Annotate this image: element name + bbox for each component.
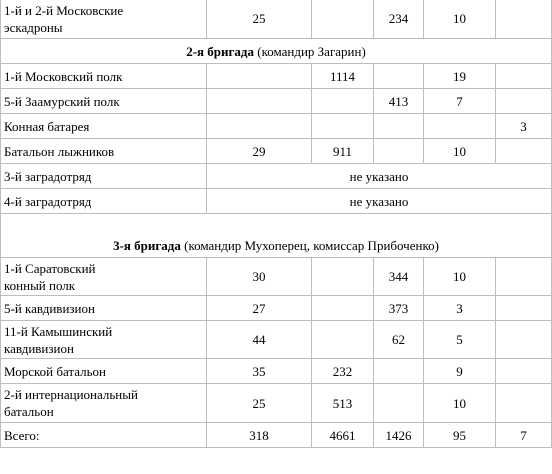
cell-col5	[496, 64, 552, 89]
cell-col4: 10	[424, 0, 496, 39]
cell-col1: 25	[207, 384, 312, 423]
cell-col5	[496, 384, 552, 423]
cell-col2: 513	[312, 384, 374, 423]
cell-col2	[312, 0, 374, 39]
not-specified-cell: не указано	[207, 189, 552, 214]
table-row	[1, 164, 552, 189]
brigade-header	[1, 39, 552, 64]
table-row	[1, 0, 552, 39]
table-row	[1, 139, 552, 164]
cell-col4: 3	[424, 296, 496, 321]
unit-name: 2-й интернациональный батальон	[1, 384, 207, 423]
table-row	[1, 384, 552, 423]
unit-name: 11-й Камышинский кавдивизион	[1, 321, 207, 359]
not-specified-cell: не указано	[207, 164, 552, 189]
table-row	[1, 89, 552, 114]
table-row	[1, 64, 552, 89]
brigade-title: 3-я бригада	[113, 238, 181, 253]
unit-name: 1-й Саратовский конный полк	[1, 258, 207, 296]
cell-col1	[207, 114, 312, 139]
cell-col3: 1426	[374, 423, 424, 448]
cell-col3	[374, 359, 424, 384]
unit-name: Батальон лыжников	[1, 139, 207, 164]
total-row	[1, 423, 552, 448]
cell-col1: 29	[207, 139, 312, 164]
unit-name: Конная батарея	[1, 114, 207, 139]
table-row	[1, 359, 552, 384]
brigade-header-row	[1, 39, 552, 64]
cell-col4: 19	[424, 64, 496, 89]
cell-col1: 30	[207, 258, 312, 296]
cell-col4: 10	[424, 384, 496, 423]
cell-col1: 318	[207, 423, 312, 448]
cell-col2: 232	[312, 359, 374, 384]
cell-col1: 27	[207, 296, 312, 321]
unit-name: 5-й кавдивизион	[1, 296, 207, 321]
brigade-note: (командир Мухоперец, комиссар Прибоченко)	[184, 238, 439, 253]
cell-col1: 35	[207, 359, 312, 384]
cell-col4: 95	[424, 423, 496, 448]
cell-col3	[374, 139, 424, 164]
cell-col1: 25	[207, 0, 312, 39]
brigade-title: 2-я бригада	[186, 43, 254, 59]
cell-col3	[374, 64, 424, 89]
cell-col4: 10	[424, 258, 496, 296]
cell-col2	[312, 114, 374, 139]
cell-col2	[312, 258, 374, 296]
cell-col3: 373	[374, 296, 424, 321]
cell-col2: 4661	[312, 423, 374, 448]
cell-col1	[207, 64, 312, 89]
cell-col2	[312, 89, 374, 114]
unit-name: 1-й Московский полк	[1, 64, 207, 89]
table-row	[1, 189, 552, 214]
cell-col3: 62	[374, 321, 424, 359]
cell-col5	[496, 89, 552, 114]
brigade-header-row	[1, 214, 552, 258]
cell-col1	[207, 89, 312, 114]
cell-col4: 10	[424, 139, 496, 164]
cell-col4: 9	[424, 359, 496, 384]
cell-col1: 44	[207, 321, 312, 359]
cell-col5: 7	[496, 423, 552, 448]
cell-col4	[424, 114, 496, 139]
table-row	[1, 296, 552, 321]
cell-col4: 7	[424, 89, 496, 114]
unit-name: 4-й заградотряд	[1, 189, 207, 214]
cell-col2	[312, 296, 374, 321]
cell-col5: 3	[496, 114, 552, 139]
cell-col2: 911	[312, 139, 374, 164]
cell-col5	[496, 296, 552, 321]
table-row	[1, 321, 552, 359]
cell-col2: 1114	[312, 64, 374, 89]
table-row	[1, 114, 552, 139]
total-label: Всего:	[1, 423, 207, 448]
cell-col2	[312, 321, 374, 359]
cell-col4: 5	[424, 321, 496, 359]
cell-col3	[374, 114, 424, 139]
cell-col5	[496, 0, 552, 39]
brigade-header	[1, 214, 552, 258]
cell-col5	[496, 258, 552, 296]
cell-col3: 413	[374, 89, 424, 114]
cell-col5	[496, 359, 552, 384]
unit-name: 3-й заградотряд	[1, 164, 207, 189]
cell-col5	[496, 321, 552, 359]
cell-col3: 234	[374, 0, 424, 39]
brigade-note: (командир Загарин)	[257, 43, 366, 59]
cell-col3: 344	[374, 258, 424, 296]
table-row	[1, 258, 552, 296]
unit-name: 5-й Заамурский полк	[1, 89, 207, 114]
unit-name: 1-й и 2-й Московские эскадроны	[1, 0, 207, 39]
unit-name: Морской батальон	[1, 359, 207, 384]
cell-col3	[374, 384, 424, 423]
cell-col5	[496, 139, 552, 164]
